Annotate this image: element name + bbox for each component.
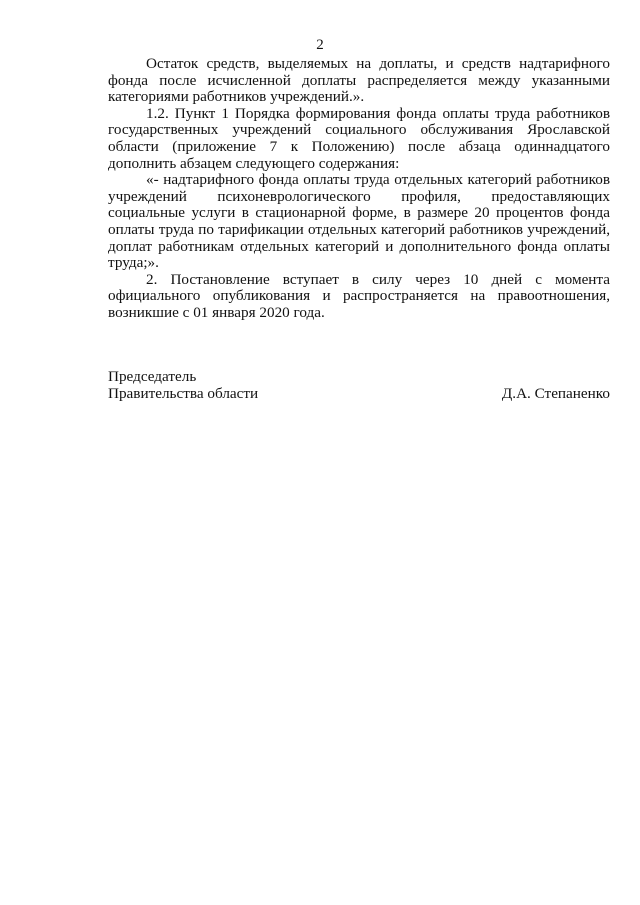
- paragraph-clause-2: 2. Постановление вступает в силу через 10 дней с момента официального опубликования и распространяется на правоотношения, возникшие с 01 января 2020 года.: [108, 270, 610, 321]
- signature-block: [108, 368, 610, 402]
- paragraph-inserted-text: «- надтарифного фонда оплаты труда отдельных категорий работников учреждений психоневрологического профиля, предоставляющих социальные услуги в стационарной форме, в размере 20 процентов фонда оплаты труда по тарификации отдельных категорий работников учреждений, доплат работникам отдельных категорий и дополнительного фонда оплаты труда;».: [108, 171, 610, 272]
- signature-line: [108, 385, 610, 402]
- document-body: [108, 56, 610, 322]
- paragraph-remaining-funds: Остаток средств, выделяемых на доплаты, и средств надтарифного фонда после исчисленной доплаты распределяется между указанными категориями работников учреждений.».: [108, 55, 610, 106]
- signatory-position-line1: Председатель: [108, 368, 197, 385]
- signatory-position-line2: Правительства области: [108, 385, 259, 402]
- paragraph-clause-1-2: 1.2. Пункт 1 Порядка формирования фонда оплаты труда работников государственных учреждений социального обслуживания Ярославской области (приложение 7 к Положению) после абзаца одиннадцатого дополнить абзацем следующего содержания:: [108, 104, 610, 172]
- page-number: 2: [316, 37, 324, 53]
- signatory-name: Д.А. Степаненко: [501, 385, 610, 402]
